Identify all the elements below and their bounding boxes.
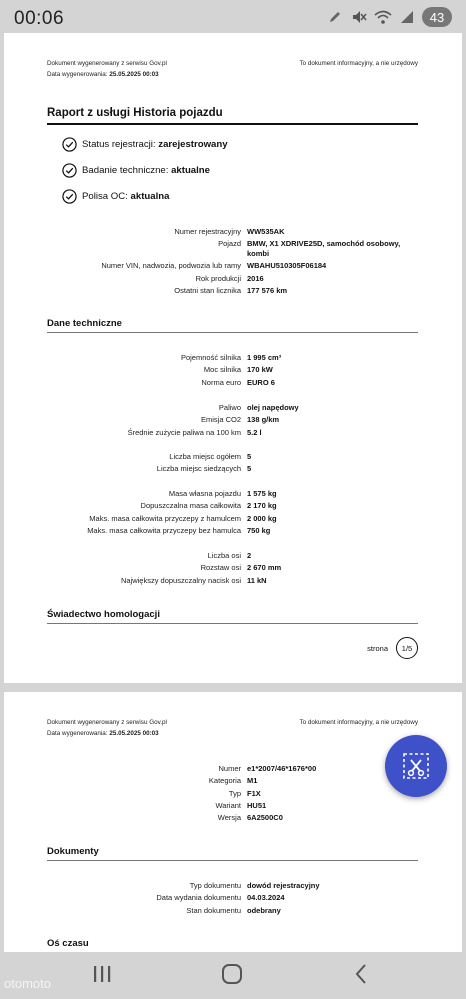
kv-row: Paliwo olej napędowy xyxy=(218,403,299,412)
pager-label: strona xyxy=(367,643,388,653)
check-circle-icon xyxy=(62,137,77,152)
signal-icon xyxy=(398,8,416,26)
kv-row: Typ F1X xyxy=(228,788,261,798)
status-icons xyxy=(326,7,452,27)
tech-group-fuel xyxy=(4,402,462,439)
pager-value: 1/5 xyxy=(396,637,418,659)
header-date: Data wygenerowania: 25.05.2025 00:03 xyxy=(47,71,159,78)
tech-group-mass xyxy=(4,488,462,537)
back-icon[interactable] xyxy=(353,963,369,985)
status-time: 00:06 xyxy=(14,8,65,29)
section-title-timeline-partial: Oś czasu xyxy=(47,938,89,949)
vehicle-info xyxy=(4,226,462,297)
tech-group-engine xyxy=(4,352,462,389)
documents-info xyxy=(4,880,462,917)
watermark-logo: otomoto xyxy=(4,976,51,991)
page-indicator xyxy=(367,637,418,659)
kv-row: Rozstaw osi 2 670 mm xyxy=(200,563,282,573)
tech-group-axles xyxy=(4,550,462,587)
document-page-2 xyxy=(4,692,462,952)
header-left xyxy=(47,58,167,80)
kv-row: Emisja CO2 138 g/km xyxy=(200,415,280,425)
header-date: Data wygenerowania: 25.05.2025 00:03 xyxy=(47,730,159,737)
kv-row: Średnie zużycie paliwa na 100 km 5.2 l xyxy=(127,427,262,437)
header-left xyxy=(47,717,167,739)
kv-row: Data wydania dokumentu 04.03.2024 xyxy=(156,893,285,903)
mute-icon xyxy=(350,8,368,26)
kv-row: Moc silnika 170 kW xyxy=(203,365,273,375)
recent-apps-icon[interactable] xyxy=(92,963,112,985)
kv-row: Wariant HU51 xyxy=(215,800,267,810)
system-navbar xyxy=(0,953,466,999)
kv-row: Norma euro EURO 6 xyxy=(201,377,275,387)
kv-row: Numer rejestracyjny WW535AK xyxy=(174,227,285,236)
kv-row: Maks. masa całkowita przyczepy z hamulcem 2 000 kg xyxy=(89,513,277,523)
scissors-crop-button[interactable] xyxy=(385,735,447,797)
kv-row: Liczba osi 2 xyxy=(207,551,252,560)
status-inspection: Badanie techniczne: aktualne xyxy=(62,163,210,178)
section-title-tech: Dane techniczne xyxy=(47,318,418,333)
status-registration: Status rejestracji: zarejestrowany xyxy=(62,137,228,152)
kv-row: Maks. masa całkowita przyczepy bez hamulca 750 kg xyxy=(87,525,271,535)
header-right: To dokument informacyjny, a nie urzędowy xyxy=(299,719,418,726)
battery-indicator: 43 xyxy=(422,7,452,27)
status-insurance: Polisa OC: aktualna xyxy=(62,189,169,204)
kv-row: Numer e1*2007/46*1676*00 xyxy=(218,764,317,773)
tech-group-seats xyxy=(4,451,462,476)
kv-row: Liczba miejsc ogółem 5 xyxy=(169,452,252,461)
wifi-icon xyxy=(374,8,392,26)
scissors-crop-icon xyxy=(401,751,431,781)
header-source: Dokument wygenerowany z serwisu Gov.pl xyxy=(47,60,167,67)
document-page-1 xyxy=(4,33,462,683)
kv-row: Numer VIN, nadwozia, podwozia lub ramy WBAHU510305F06184 xyxy=(101,261,327,271)
kv-row: Pojazd BMW, X1 XDRIVE25D, samochód osobowy, kombi xyxy=(218,239,401,259)
section-title-homologation: Świadectwo homologacji xyxy=(47,609,418,624)
check-circle-icon xyxy=(62,189,77,204)
kv-row: Dopuszczalna masa całkowita 2 170 kg xyxy=(140,501,277,511)
section-title-documents: Dokumenty xyxy=(47,846,418,861)
kv-row: Masa własna pojazdu 1 575 kg xyxy=(168,489,277,498)
kv-row: Stan dokumentu odebrany xyxy=(186,905,281,915)
kv-row: Wersja 6A2500C0 xyxy=(217,813,283,823)
header-right: To dokument informacyjny, a nie urzędowy xyxy=(299,60,418,67)
check-circle-icon xyxy=(62,163,77,178)
kv-row: Pojemność silnika 1 995 cm³ xyxy=(180,353,282,362)
kv-row: Ostatni stan licznika 177 576 km xyxy=(174,285,288,295)
pencil-icon xyxy=(326,8,344,26)
home-icon[interactable] xyxy=(221,963,243,985)
kv-row: Kategoria M1 xyxy=(208,776,258,786)
kv-row: Liczba miejsc siedzących 5 xyxy=(156,464,252,474)
kv-row: Typ dokumentu dowód rejestracyjny xyxy=(189,881,320,890)
kv-row: Największy dopuszczalny nacisk osi 11 kN xyxy=(120,575,267,585)
kv-row: Rok produkcji 2016 xyxy=(195,273,264,283)
header-source: Dokument wygenerowany z serwisu Gov.pl xyxy=(47,719,167,726)
report-title: Raport z usługi Historia pojazdu xyxy=(47,107,418,125)
